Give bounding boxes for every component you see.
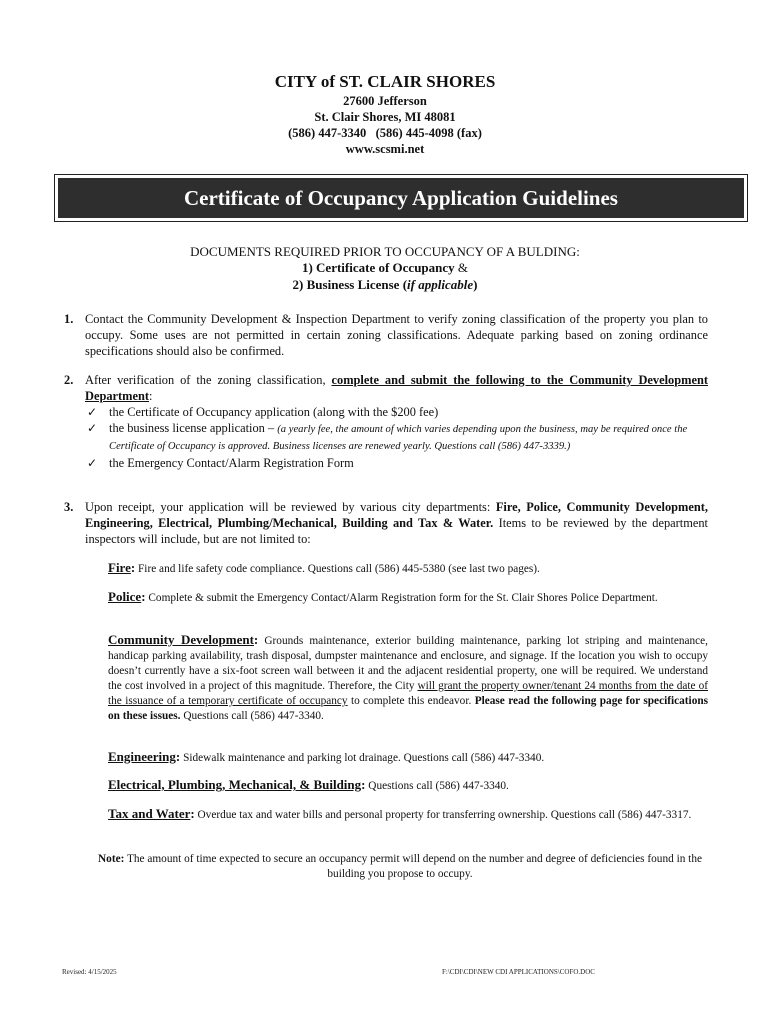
dept-heading: Police xyxy=(108,589,142,604)
doc-2-close: ) xyxy=(473,277,478,292)
checklist-text: the Emergency Contact/Alarm Registration Form xyxy=(109,456,354,470)
note xyxy=(80,852,720,882)
documents-line-1 xyxy=(0,260,770,276)
checklist-text: the Certificate of Occupancy application (along with the $200 fee) xyxy=(109,405,439,419)
dept-text-3: Questions call (586) 447-3340. xyxy=(180,710,324,722)
step-number: 1. xyxy=(64,312,74,326)
website: www.scsmi.net xyxy=(345,142,425,156)
documents-line-2 xyxy=(0,277,770,293)
step-2 xyxy=(64,372,708,471)
step-1-text: Contact the Community Development & Inspection Department to verify zoning classification of the property you plan to occupy. Some uses are not permitted in certain zoning classifications. Adequate parking based on zoning ordinance specifications should also be confirmed. xyxy=(85,312,708,358)
city-state-zip: St. Clair Shores, MI 48081 xyxy=(314,110,456,124)
step-2-text xyxy=(85,372,708,404)
step-2-lead: After verification of the zoning classification, xyxy=(85,373,332,387)
dept-engineering xyxy=(108,749,708,766)
banner-title: Certificate of Occupancy Application Guidelines xyxy=(58,178,744,218)
dept-text: Sidewalk maintenance and parking lot drainage. Questions call (586) 447-3340. xyxy=(180,752,545,764)
dept-colon: : xyxy=(141,589,146,604)
step-3-text xyxy=(85,499,708,547)
file-path: F:\CDI\CDI\NEW CDI APPLICATIONS\COFO.DOC xyxy=(442,968,595,976)
dept-heading: Fire xyxy=(108,560,131,575)
dept-colon: : xyxy=(175,749,181,764)
departments-list: Fire, Police, Community Development, Engineering, Electrical, Plumbing/Mechanical, Building and Tax & Water. xyxy=(85,500,708,530)
note-text: The amount of time expected to secure an occupancy permit will depend on the number and degree of deficiencies found in the building you propose to occupy. xyxy=(124,853,702,880)
dept-colon: : xyxy=(253,632,259,647)
title-banner xyxy=(54,174,748,222)
dept-electrical-plumbing xyxy=(108,777,708,794)
step-3-tail: Items to be reviewed by the department inspectors will include, but are not limited to: xyxy=(85,516,708,546)
dept-police xyxy=(108,589,708,606)
dept-text-2: to complete this endeavor. xyxy=(347,695,475,707)
dept-text: Fire and life safety code compliance. Questions call (586) 445-5380 (see last two pages). xyxy=(135,563,540,575)
checklist xyxy=(85,404,708,471)
dept-text: Complete & submit the Emergency Contact/Alarm Registration form for the St. Clair Shores Police Department. xyxy=(145,592,658,604)
dept-text: Questions call (586) 447-3340. xyxy=(365,780,509,792)
dept-text: Grounds maintenance, exterior building maintenance, parking lot striping and maintenance, handicap parking availability, trash disposal, dumpster maintenance and enclosure, and signage. If the location you wish to occupy doesn’t currently have a six-foot screen wall between it and the adjacent residential property, one will be required. We understand the cost involved in a project of this magnitude. Therefore, the City xyxy=(108,635,708,692)
checklist-item xyxy=(85,420,708,454)
doc-1-label: 1) Certificate of Occupancy xyxy=(301,260,455,275)
dept-fire xyxy=(108,560,708,577)
dept-colon: : xyxy=(361,777,366,792)
doc-2-applicable: if applicable xyxy=(407,277,474,292)
documents-heading: DOCUMENTS REQUIRED PRIOR TO OCCUPANCY OF A BULDING: xyxy=(190,244,580,259)
phone-fax: (586) 447-3340 (586) 445-4098 (fax) xyxy=(288,126,482,140)
dept-heading: Engineering xyxy=(108,749,176,764)
checklist-item xyxy=(85,404,708,420)
street-address: 27600 Jefferson xyxy=(343,94,427,108)
dept-heading: Electrical, Plumbing, Mechanical, & Building xyxy=(108,777,362,792)
dept-heading: Community Development xyxy=(108,632,254,647)
step-1 xyxy=(64,311,708,359)
checkmark-icon: ✓ xyxy=(87,421,98,435)
revised-date: Revised: 4/15/2025 xyxy=(62,968,117,976)
dept-tax-water xyxy=(108,806,708,823)
grant-period-text: will grant the property owner/tenant 24 months from the date of the issuance of a temporary certificate of occupancy xyxy=(108,680,708,707)
dept-heading: Tax and Water xyxy=(108,806,191,821)
checkmark-icon: ✓ xyxy=(87,405,98,419)
step-2-colon: : xyxy=(149,389,153,403)
dept-colon: : xyxy=(130,560,136,575)
dept-text: Overdue tax and water bills and personal property for transferring ownership. Questions call (586) 447-3317. xyxy=(194,809,692,821)
step-2-instruction: complete and submit the following to the Community Development Department xyxy=(85,373,708,403)
step-number: 3. xyxy=(64,500,74,514)
checkmark-icon: ✓ xyxy=(87,456,98,470)
city-name: CITY of ST. CLAIR SHORES xyxy=(274,72,496,91)
step-3-lead: Upon receipt, your application will be reviewed by various city departments: xyxy=(85,500,496,514)
doc-2-label: 2) Business License ( xyxy=(292,277,408,292)
doc-1-amp: & xyxy=(454,260,469,275)
dept-community-development xyxy=(108,632,708,724)
step-number: 2. xyxy=(64,373,74,387)
note-label: Note: xyxy=(98,853,125,865)
checklist-item xyxy=(85,455,708,471)
specifications-notice: Please read the following page for specifications on these issues. xyxy=(108,695,709,722)
license-fee-note: (a yearly fee, the amount of which varies depending upon the business, may be required once the Certificate of Occupancy is approved. Business licenses are renewed yearly. Questions call (586) 447-3339.) xyxy=(109,424,688,452)
checklist-text: the business license application – xyxy=(109,421,278,435)
dept-colon: : xyxy=(190,806,195,821)
step-3 xyxy=(64,499,708,547)
